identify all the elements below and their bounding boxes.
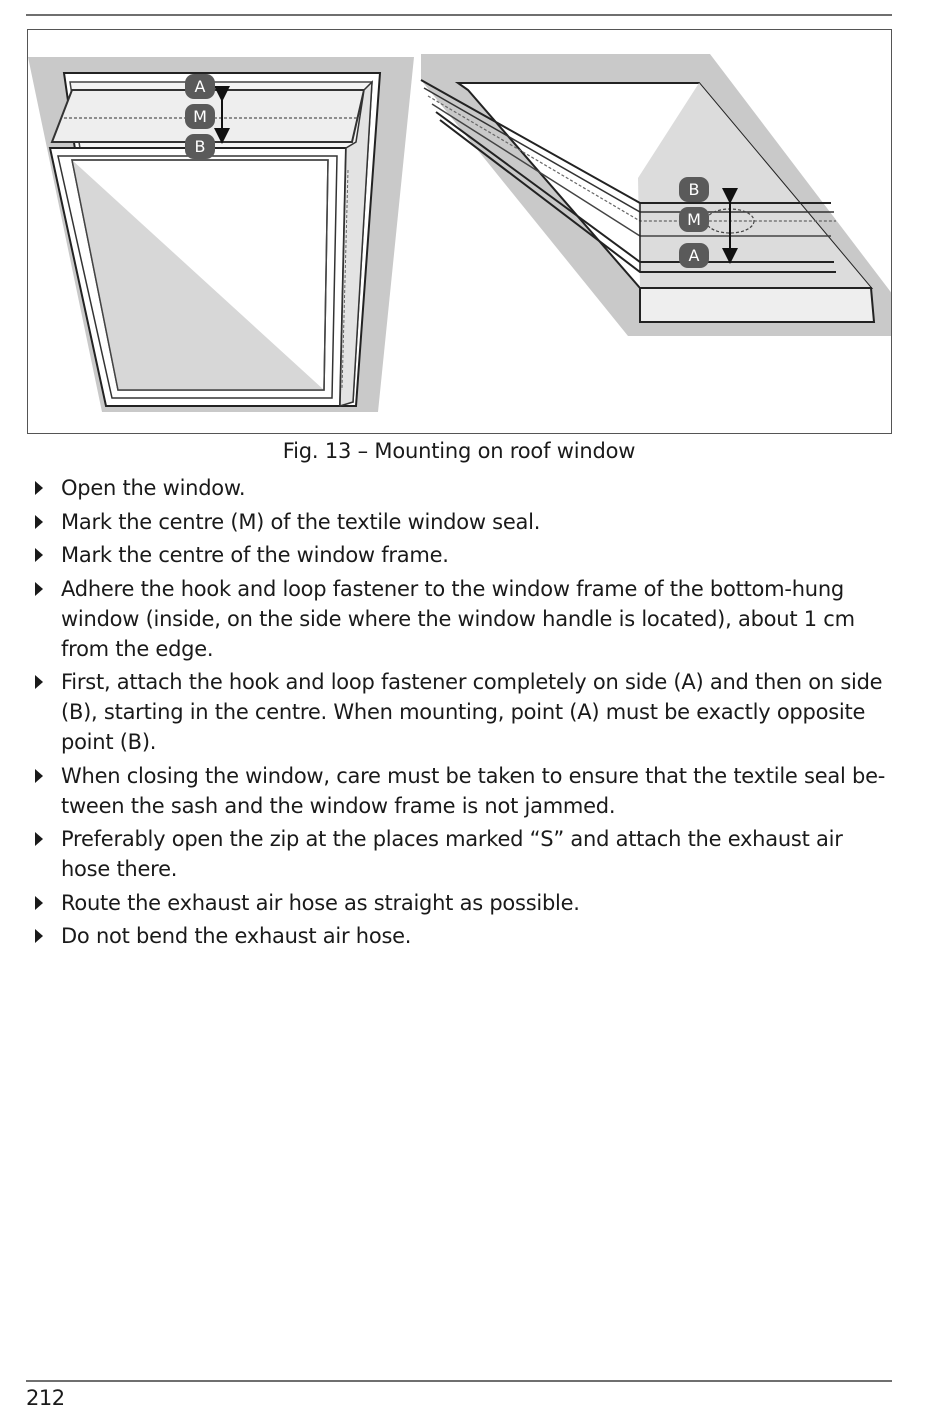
triangle-bullet-icon (35, 832, 43, 846)
svg-text:M: M (193, 107, 207, 126)
svg-text:B: B (688, 180, 700, 199)
callout-left-b (185, 134, 215, 159)
top-rule (26, 14, 892, 16)
figure-mounting-roof-window (27, 29, 892, 434)
figure-caption: Fig. 13 – Mounting on roof window (282, 439, 636, 463)
triangle-bullet-icon (35, 481, 43, 495)
svg-text:M: M (687, 210, 701, 229)
triangle-bullet-icon (35, 548, 43, 562)
triangle-bullet-icon (35, 896, 43, 910)
list-item (33, 921, 893, 951)
callout-right-m (679, 207, 709, 232)
callout-left-a (185, 74, 215, 99)
right-window-drawing (421, 54, 892, 336)
step-text: Open the window. (61, 476, 246, 500)
callout-right-b (679, 177, 709, 202)
callout-right-a (679, 243, 709, 268)
triangle-bullet-icon (35, 929, 43, 943)
list-item (33, 824, 893, 884)
instruction-list (33, 473, 893, 955)
list-item (33, 667, 893, 757)
list-item (33, 473, 893, 503)
svg-text:A: A (688, 246, 700, 265)
step-text: Mark the centre (M) of the textile window seal. (61, 509, 541, 534)
triangle-bullet-icon (35, 675, 43, 689)
callout-left-m (185, 104, 215, 129)
svg-text:B: B (194, 137, 206, 156)
step-text: Mark the centre of the window frame. (61, 543, 449, 567)
list-item (33, 507, 893, 537)
svg-text:A: A (194, 77, 206, 96)
step-text: Adhere the hook and loop fastener to the window frame of the bottom-hung window (inside, on the side where the window handle is located), about 1 cm from the edge. (61, 576, 855, 661)
list-item (33, 888, 893, 918)
triangle-bullet-icon (35, 769, 43, 783)
step-text: When closing the window, care must be taken to ensure that the textile seal be-tween the sash and the window frame is not jammed. (61, 763, 886, 818)
step-text: First, attach the hook and loop fastener completely on side (A) and then on side (B), starting in the centre. When mounting, point (A) must be exactly opposite point (B). (61, 670, 883, 754)
list-item (33, 761, 893, 821)
triangle-bullet-icon (35, 515, 43, 529)
bottom-rule (26, 1380, 892, 1382)
left-window-drawing (28, 57, 414, 412)
triangle-bullet-icon (35, 582, 43, 596)
list-item (33, 574, 893, 664)
roof-window-illustration (28, 30, 892, 434)
step-text: Route the exhaust air hose as straight as possible. (61, 890, 580, 915)
step-text: Preferably open the zip at the places marked “S” and attach the exhaust air hose there. (61, 827, 843, 881)
step-text: Do not bend the exhaust air hose. (61, 924, 412, 948)
list-item (33, 540, 893, 570)
page-number: 212 (26, 1386, 65, 1410)
